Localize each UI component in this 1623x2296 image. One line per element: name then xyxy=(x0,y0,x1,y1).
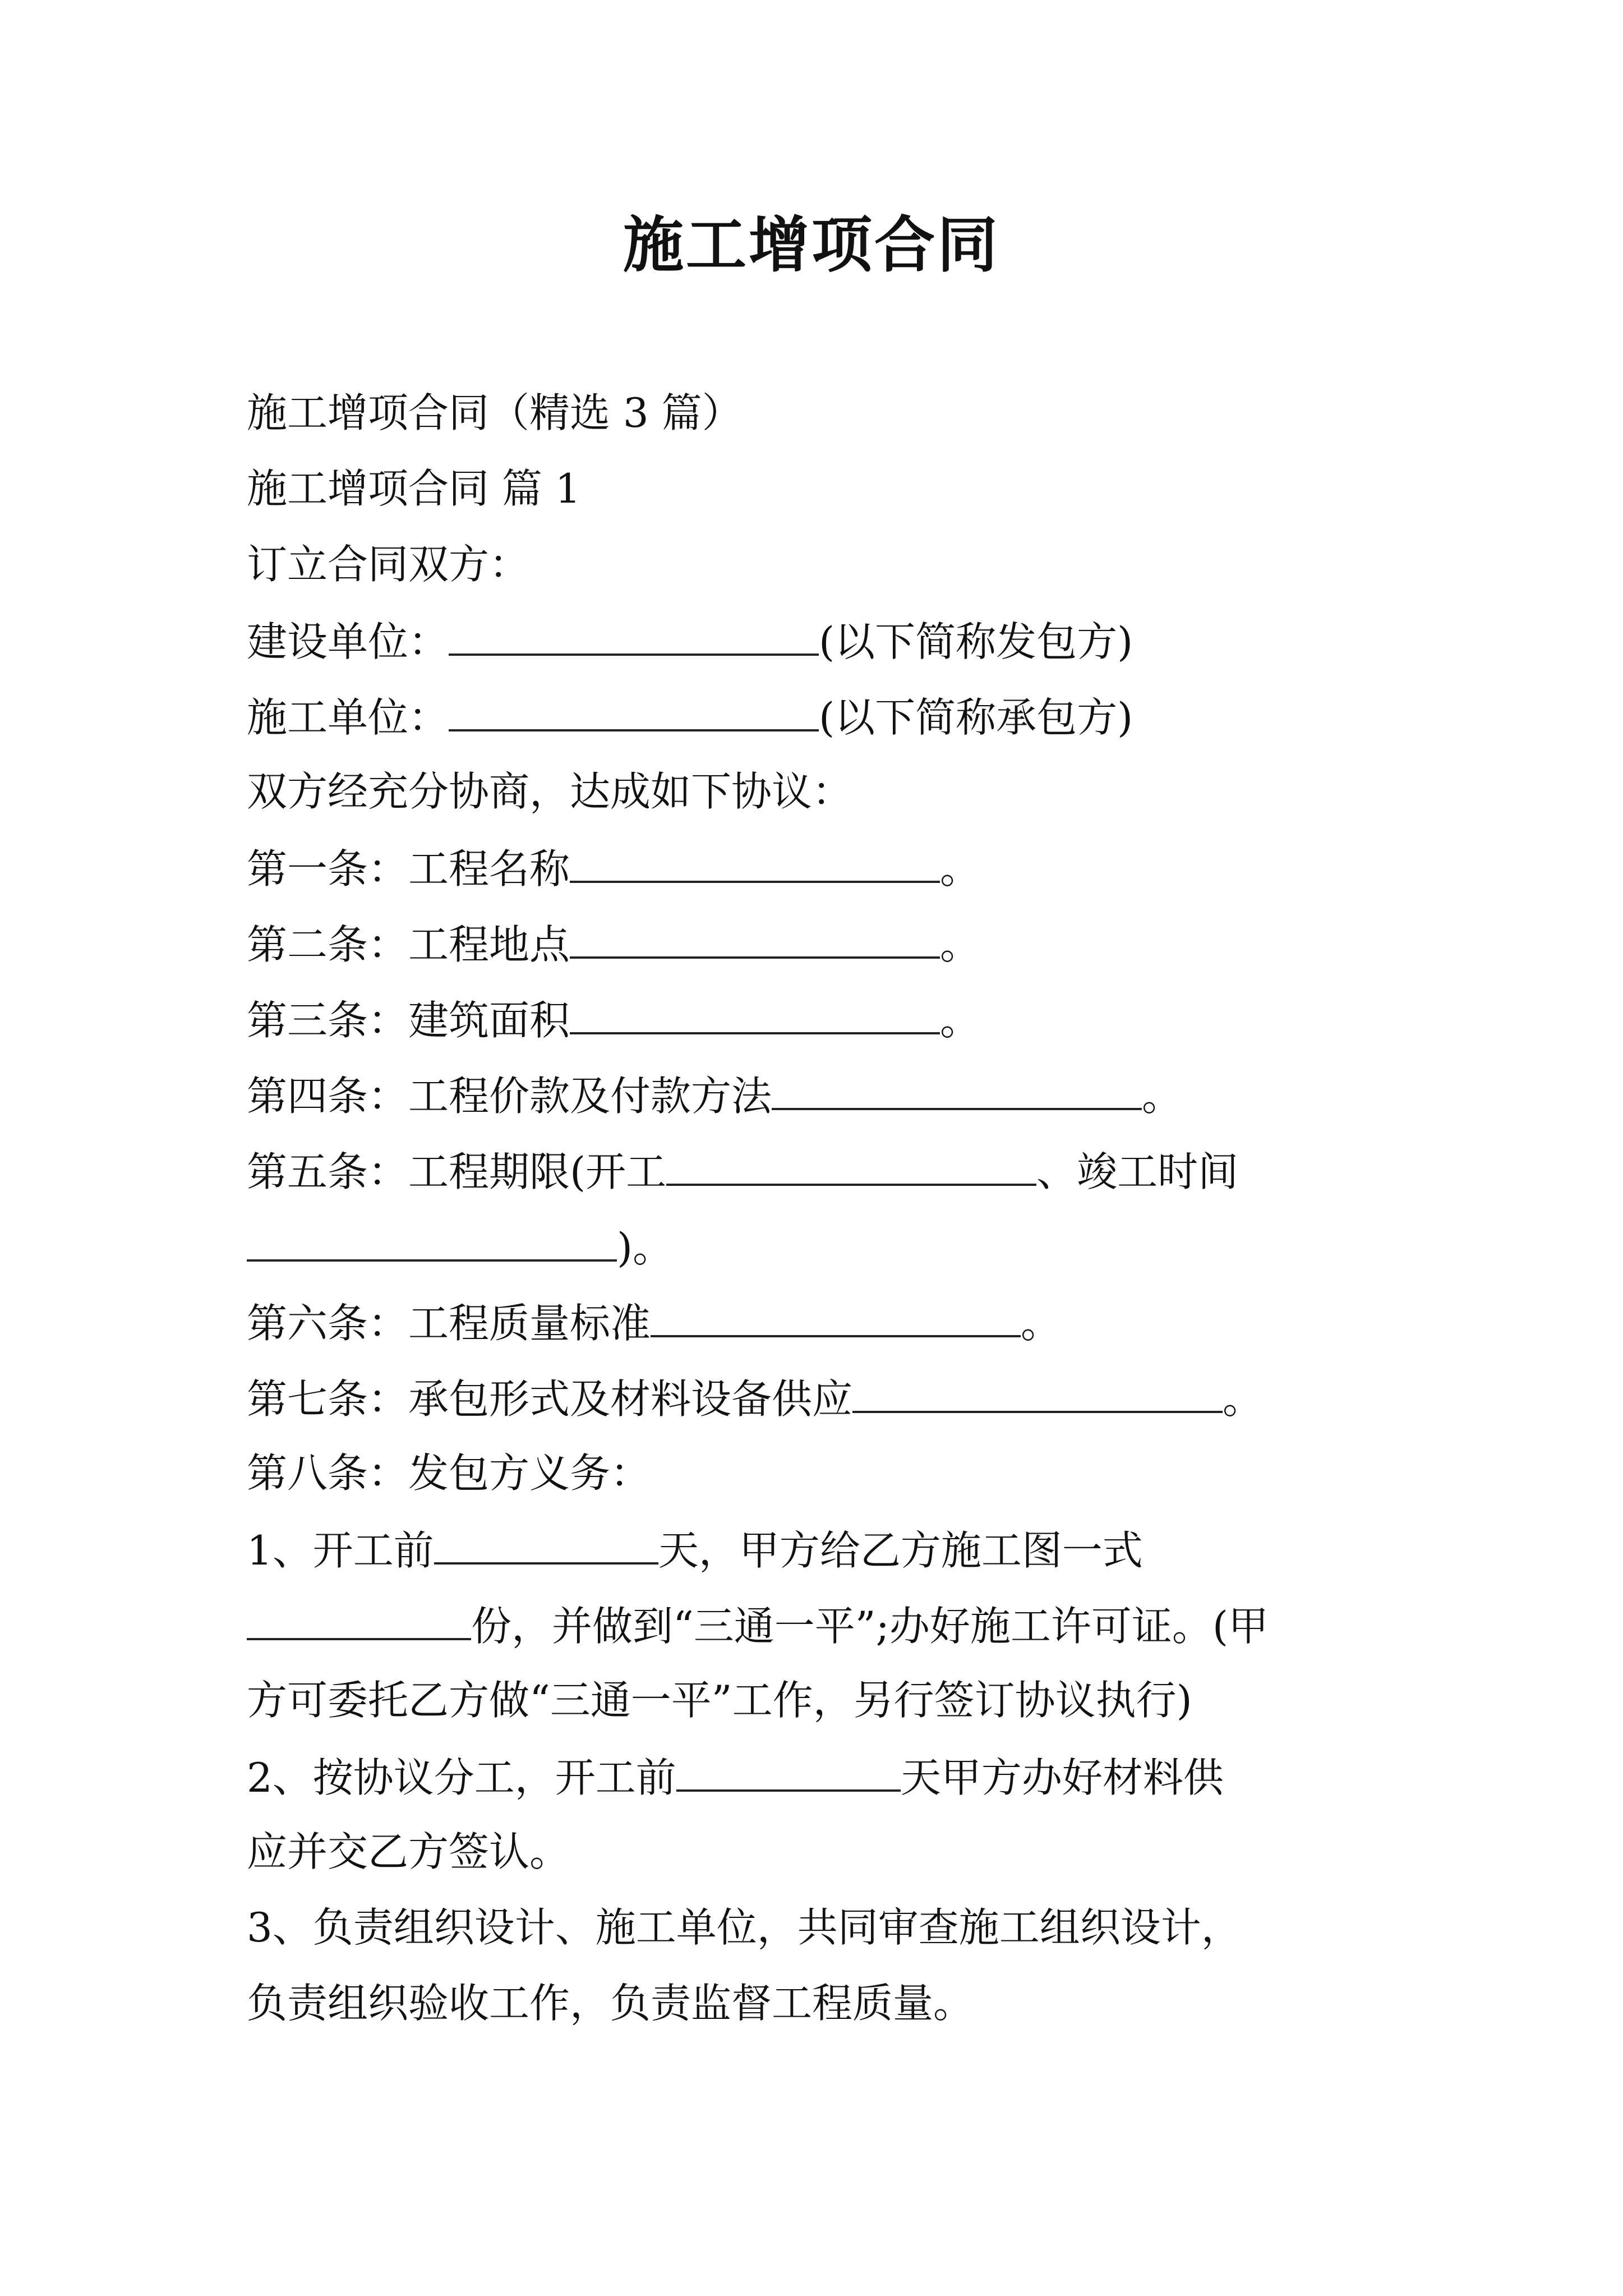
article-7-text: 第七条：承包形式及材料设备供应 xyxy=(247,1375,853,1423)
article-1 xyxy=(247,845,981,892)
article-5-mid: 、竣工时间 xyxy=(1036,1148,1239,1195)
contractor-suffix: (以下简称承包方) xyxy=(819,694,1133,741)
clause-1-line-2 xyxy=(247,1603,1269,1650)
subtitle: 施工增项合同（精选 3 篇） xyxy=(247,389,743,436)
article-3-blank xyxy=(570,999,940,1034)
article-2 xyxy=(247,921,981,968)
part-heading: 施工增项合同 篇 1 xyxy=(247,465,581,512)
article-5-end-blank xyxy=(247,1226,617,1262)
clause-1-line-1 xyxy=(247,1527,1143,1574)
clause-2-line-1 xyxy=(247,1754,1224,1801)
article-6-blank xyxy=(651,1301,1021,1337)
parties-heading: 订立合同双方： xyxy=(247,541,530,588)
agreement-intro: 双方经充分协商，达成如下协议： xyxy=(247,768,853,815)
article-3-text: 第三条：建筑面积 xyxy=(247,997,570,1044)
article-7-period: 。 xyxy=(1223,1375,1264,1423)
clause-1-copies-blank xyxy=(247,1604,471,1640)
article-2-period: 。 xyxy=(940,921,981,968)
article-6 xyxy=(247,1300,1062,1347)
article-7-blank xyxy=(852,1377,1223,1413)
clause-2-line-2: 应并交乙方签认。 xyxy=(247,1828,570,1875)
clause-3-line-2: 负责组织验收工作，负责监督工程质量。 xyxy=(247,1980,974,2027)
clause-1-line-3: 方可委托乙方做“三通一平”工作，另行签订协议执行) xyxy=(247,1677,1192,1724)
article-4-blank xyxy=(772,1074,1142,1110)
article-4 xyxy=(247,1073,1183,1120)
article-5 xyxy=(247,1148,1239,1195)
contractor-line xyxy=(247,694,1133,741)
article-3 xyxy=(247,997,981,1044)
owner-suffix: (以下简称发包方) xyxy=(819,618,1133,665)
clause-1-days-blank xyxy=(434,1529,658,1565)
clause-2-text-b: 天甲方办好材料供 xyxy=(900,1754,1224,1801)
clause-2-days-blank xyxy=(676,1756,901,1792)
article-1-blank xyxy=(570,847,940,883)
document-title: 施工增项合同 xyxy=(623,210,1000,280)
contractor-blank xyxy=(449,696,819,731)
article-5-text: 第五条：工程期限(开工 xyxy=(247,1148,667,1195)
contractor-label: 施工单位： xyxy=(247,694,449,741)
article-5-start-blank xyxy=(666,1150,1036,1186)
article-2-text: 第二条：工程地点 xyxy=(247,921,570,968)
article-7 xyxy=(247,1375,1264,1423)
owner-label: 建设单位： xyxy=(247,618,449,665)
article-3-period: 。 xyxy=(940,997,981,1044)
article-5-end: )。 xyxy=(617,1224,674,1271)
clause-3-line-1: 3、负责组织设计、施工单位，共同审查施工组织设计， xyxy=(247,1904,1242,1951)
article-5-cont xyxy=(247,1224,674,1271)
article-4-text: 第四条：工程价款及付款方法 xyxy=(247,1073,772,1120)
article-4-period: 。 xyxy=(1142,1073,1183,1120)
article-1-period: 。 xyxy=(940,845,981,892)
clause-2-text-a: 2、按协议分工，开工前 xyxy=(247,1754,676,1801)
article-6-text: 第六条：工程质量标准 xyxy=(247,1300,651,1347)
article-6-period: 。 xyxy=(1021,1300,1062,1347)
clause-1-text-a: 1、开工前 xyxy=(247,1527,434,1574)
clause-1-text-c: 份，并做到“三通一平”;办好施工许可证。(甲 xyxy=(471,1603,1269,1650)
article-8: 第八条：发包方义务： xyxy=(247,1450,651,1497)
article-1-text: 第一条：工程名称 xyxy=(247,845,570,892)
article-2-blank xyxy=(570,923,940,959)
owner-line xyxy=(247,618,1133,665)
clause-1-text-b: 天，甲方给乙方施工图一式 xyxy=(658,1527,1143,1574)
owner-blank xyxy=(449,620,819,656)
